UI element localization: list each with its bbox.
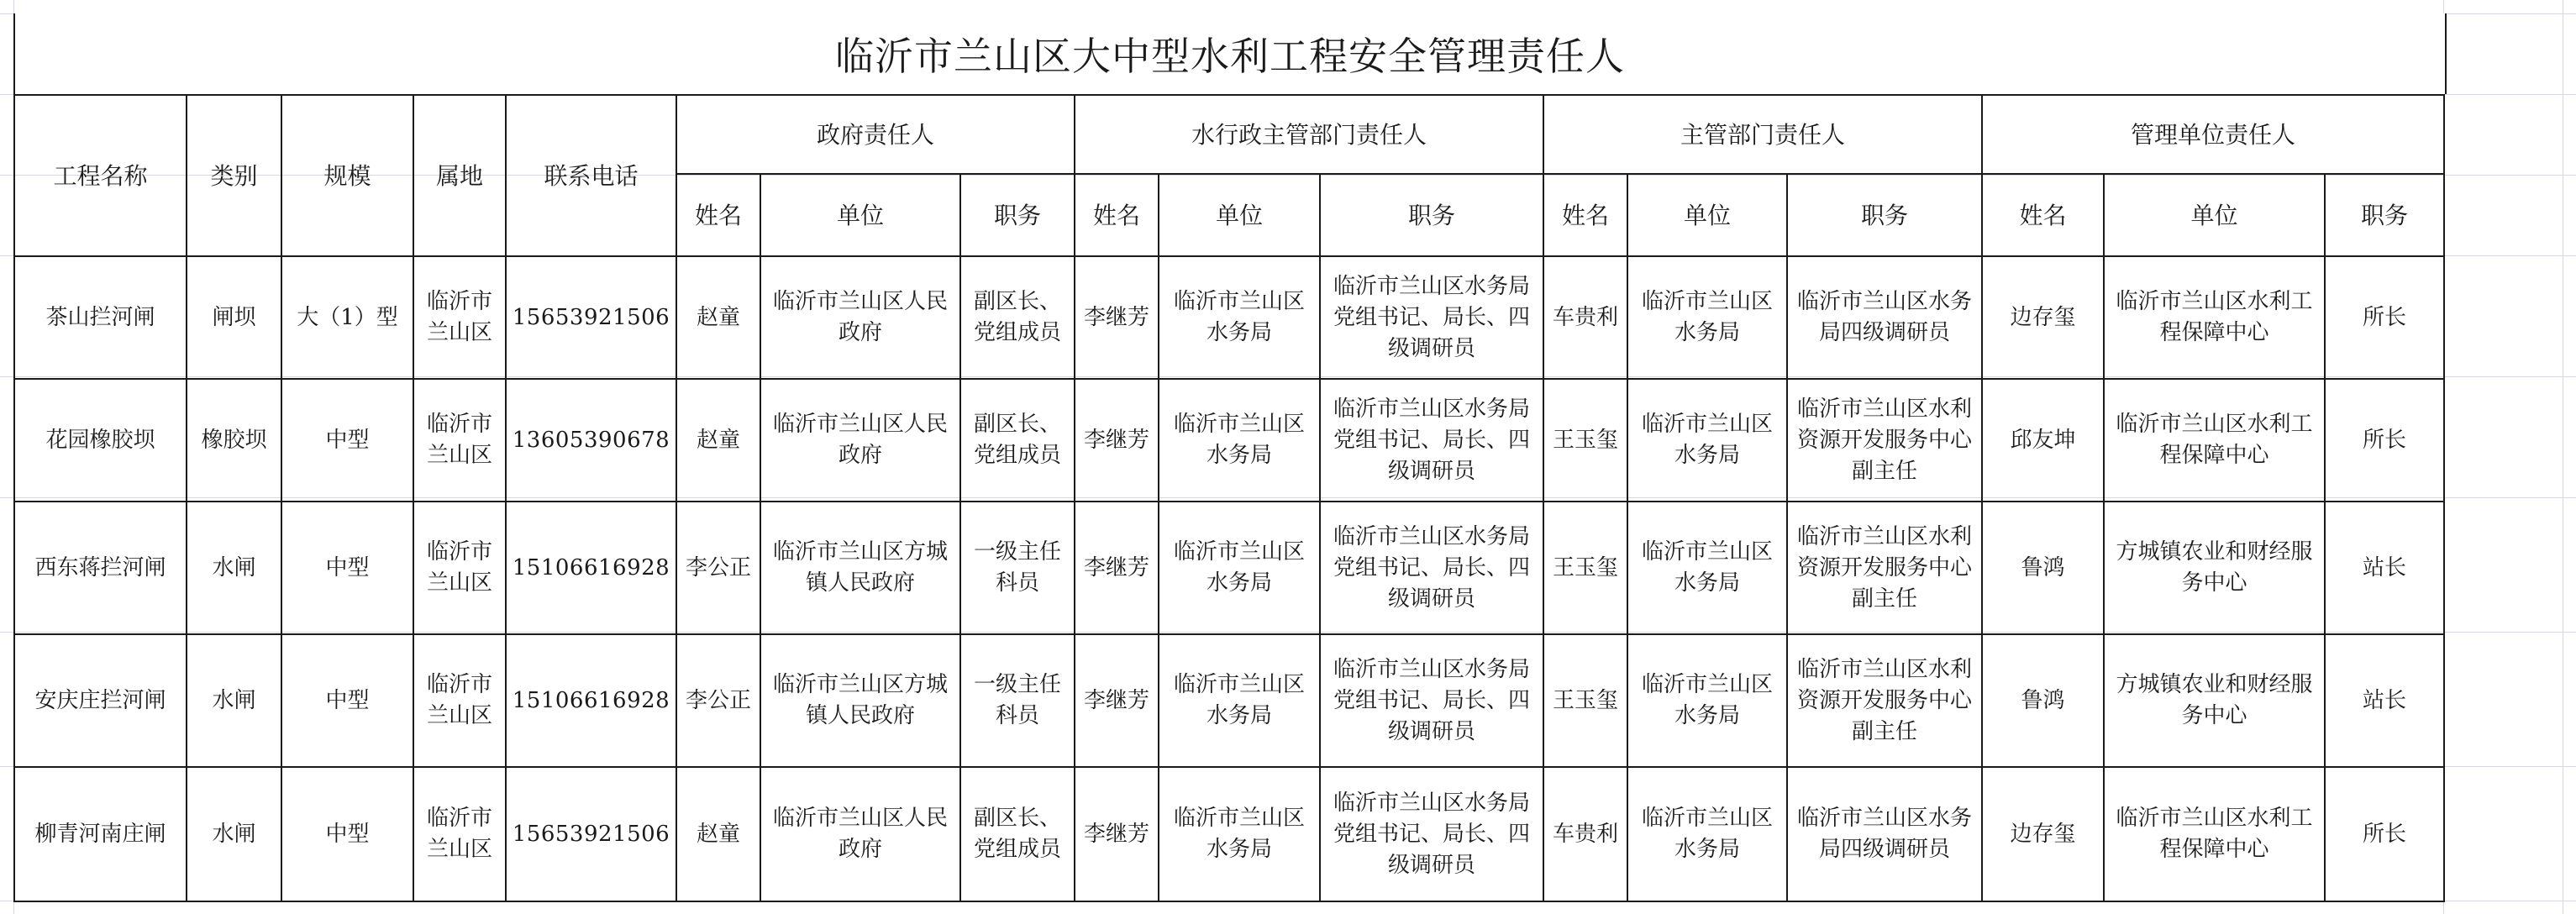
cell-dept-unit[interactable]: 临沂市兰山区水务局 — [1627, 502, 1787, 634]
cell-water-unit[interactable]: 临沂市兰山区水务局 — [1159, 767, 1320, 901]
header-sub-title[interactable]: 职务 — [2325, 174, 2444, 256]
cell-project[interactable]: 西东蒋拦河闸 — [14, 502, 187, 634]
cell-gov-title[interactable]: 副区长、党组成员 — [960, 379, 1075, 502]
header-sub-unit[interactable]: 单位 — [760, 174, 960, 256]
header-sub-title[interactable]: 职务 — [1320, 174, 1543, 256]
header-sub-title[interactable]: 职务 — [1787, 174, 1982, 256]
cell-location[interactable]: 临沂市兰山区 — [413, 634, 506, 767]
cell-scale[interactable]: 中型 — [281, 634, 413, 767]
cell-scale[interactable]: 中型 — [281, 502, 413, 634]
cell-mgmt-name[interactable]: 边存玺 — [1982, 767, 2104, 901]
cell-project[interactable]: 花园橡胶坝 — [14, 379, 187, 502]
table-row — [14, 502, 2444, 634]
cell-gov-name[interactable]: 赵童 — [676, 379, 760, 502]
cell-category[interactable]: 水闸 — [187, 634, 281, 767]
cell-location[interactable]: 临沂市兰山区 — [413, 502, 506, 634]
header-sub-name[interactable]: 姓名 — [1075, 174, 1159, 256]
cell-water-title[interactable]: 临沂市兰山区水务局党组书记、局长、四级调研员 — [1320, 767, 1543, 901]
cell-water-title[interactable]: 临沂市兰山区水务局党组书记、局长、四级调研员 — [1320, 256, 1543, 379]
cell-phone[interactable]: 13605390678 — [506, 379, 676, 502]
table-row — [14, 634, 2444, 767]
cell-dept-name[interactable]: 王玉玺 — [1543, 634, 1627, 767]
cell-mgmt-unit[interactable]: 临沂市兰山区水利工程保障中心 — [2104, 256, 2325, 379]
cell-dept-title[interactable]: 临沂市兰山区水务局四级调研员 — [1787, 767, 1982, 901]
cell-water-unit[interactable]: 临沂市兰山区水务局 — [1159, 502, 1320, 634]
header-location[interactable]: 属地 — [413, 95, 506, 256]
cell-water-name[interactable]: 李继芳 — [1075, 502, 1159, 634]
header-sub-unit[interactable]: 单位 — [2104, 174, 2325, 256]
cell-dept-name[interactable]: 车贵利 — [1543, 256, 1627, 379]
cell-gov-name[interactable]: 李公正 — [676, 634, 760, 767]
cell-mgmt-title[interactable]: 站长 — [2325, 502, 2444, 634]
cell-mgmt-name[interactable]: 鲁鸿 — [1982, 502, 2104, 634]
header-group-competent-dept[interactable]: 主管部门责任人 — [1543, 95, 1982, 174]
cell-water-unit[interactable]: 临沂市兰山区水务局 — [1159, 256, 1320, 379]
cell-gov-unit[interactable]: 临沂市兰山区人民政府 — [760, 767, 960, 901]
header-sub-unit[interactable]: 单位 — [1627, 174, 1787, 256]
cell-dept-title[interactable]: 临沂市兰山区水利资源开发服务中心副主任 — [1787, 502, 1982, 634]
header-phone[interactable]: 联系电话 — [506, 95, 676, 256]
cell-dept-title[interactable]: 临沂市兰山区水务局四级调研员 — [1787, 256, 1982, 379]
table-row — [14, 379, 2444, 502]
cell-scale[interactable]: 大（1）型 — [281, 256, 413, 379]
cell-dept-title[interactable]: 临沂市兰山区水利资源开发服务中心副主任 — [1787, 634, 1982, 767]
cell-water-unit[interactable]: 临沂市兰山区水务局 — [1159, 379, 1320, 502]
header-group-water-admin[interactable]: 水行政主管部门责任人 — [1075, 95, 1543, 174]
cell-dept-name[interactable]: 王玉玺 — [1543, 502, 1627, 634]
cell-phone[interactable]: 15106616928 — [506, 634, 676, 767]
cell-project[interactable]: 茶山拦河闸 — [14, 256, 187, 379]
cell-mgmt-title[interactable]: 站长 — [2325, 634, 2444, 767]
cell-location[interactable]: 临沂市兰山区 — [413, 379, 506, 502]
cell-dept-unit[interactable]: 临沂市兰山区水务局 — [1627, 634, 1787, 767]
cell-project[interactable]: 柳青河南庄闸 — [14, 767, 187, 901]
table-row — [14, 767, 2444, 901]
header-sub-name[interactable]: 姓名 — [1982, 174, 2104, 256]
cell-phone[interactable]: 15653921506 — [506, 256, 676, 379]
cell-gov-name[interactable]: 李公正 — [676, 502, 760, 634]
cell-scale[interactable]: 中型 — [281, 379, 413, 502]
cell-category[interactable]: 水闸 — [187, 767, 281, 901]
header-project-name[interactable]: 工程名称 — [14, 95, 187, 256]
cell-mgmt-name[interactable]: 鲁鸿 — [1982, 634, 2104, 767]
cell-gov-name[interactable]: 赵童 — [676, 767, 760, 901]
cell-category[interactable]: 水闸 — [187, 502, 281, 634]
cell-dept-name[interactable]: 王玉玺 — [1543, 379, 1627, 502]
cell-gov-unit[interactable]: 临沂市兰山区人民政府 — [760, 379, 960, 502]
cell-dept-unit[interactable]: 临沂市兰山区水务局 — [1627, 379, 1787, 502]
cell-mgmt-title[interactable]: 所长 — [2325, 256, 2444, 379]
cell-project[interactable]: 安庆庄拦河闸 — [14, 634, 187, 767]
header-scale[interactable]: 规模 — [281, 95, 413, 256]
cell-gov-title[interactable]: 一级主任科员 — [960, 634, 1075, 767]
cell-gov-unit[interactable]: 临沂市兰山区方城镇人民政府 — [760, 634, 960, 767]
cell-mgmt-unit[interactable]: 临沂市兰山区水利工程保障中心 — [2104, 379, 2325, 502]
cell-mgmt-unit[interactable]: 方城镇农业和财经服务中心 — [2104, 502, 2325, 634]
header-sub-unit[interactable]: 单位 — [1159, 174, 1320, 256]
cell-dept-name[interactable]: 车贵利 — [1543, 767, 1627, 901]
cell-mgmt-unit[interactable]: 临沂市兰山区水利工程保障中心 — [2104, 767, 2325, 901]
cell-dept-title[interactable]: 临沂市兰山区水利资源开发服务中心副主任 — [1787, 379, 1982, 502]
cell-water-title[interactable]: 临沂市兰山区水务局党组书记、局长、四级调研员 — [1320, 379, 1543, 502]
cell-water-name[interactable]: 李继芳 — [1075, 634, 1159, 767]
sheet-title[interactable]: 临沂市兰山区大中型水利工程安全管理责任人 — [13, 13, 2447, 94]
cell-mgmt-name[interactable]: 边存玺 — [1982, 256, 2104, 379]
cell-location[interactable]: 临沂市兰山区 — [413, 767, 506, 901]
header-sub-name[interactable]: 姓名 — [1543, 174, 1627, 256]
cell-water-name[interactable]: 李继芳 — [1075, 767, 1159, 901]
cell-gov-name[interactable]: 赵童 — [676, 256, 760, 379]
header-sub-name[interactable]: 姓名 — [676, 174, 760, 256]
cell-water-name[interactable]: 李继芳 — [1075, 379, 1159, 502]
cell-gov-unit[interactable]: 临沂市兰山区人民政府 — [760, 256, 960, 379]
cell-water-title[interactable]: 临沂市兰山区水务局党组书记、局长、四级调研员 — [1320, 502, 1543, 634]
header-group-management-unit[interactable]: 管理单位责任人 — [1982, 95, 2444, 174]
cell-category[interactable]: 橡胶坝 — [187, 379, 281, 502]
cell-mgmt-title[interactable]: 所长 — [2325, 767, 2444, 901]
cell-category[interactable]: 闸坝 — [187, 256, 281, 379]
cell-water-name[interactable]: 李继芳 — [1075, 256, 1159, 379]
header-category[interactable]: 类别 — [187, 95, 281, 256]
cell-gov-title[interactable]: 副区长、党组成员 — [960, 256, 1075, 379]
cell-mgmt-title[interactable]: 所长 — [2325, 379, 2444, 502]
responsibility-table — [13, 94, 2445, 902]
cell-gov-title[interactable]: 一级主任科员 — [960, 502, 1075, 634]
cell-gov-unit[interactable]: 临沂市兰山区方城镇人民政府 — [760, 502, 960, 634]
cell-scale[interactable]: 中型 — [281, 767, 413, 901]
cell-dept-unit[interactable]: 临沂市兰山区水务局 — [1627, 767, 1787, 901]
cell-gov-title[interactable]: 副区长、党组成员 — [960, 767, 1075, 901]
cell-water-unit[interactable]: 临沂市兰山区水务局 — [1159, 634, 1320, 767]
cell-mgmt-unit[interactable]: 方城镇农业和财经服务中心 — [2104, 634, 2325, 767]
cell-phone[interactable]: 15106616928 — [506, 502, 676, 634]
header-group-government[interactable]: 政府责任人 — [676, 95, 1075, 174]
table-row — [14, 256, 2444, 379]
header-sub-title[interactable]: 职务 — [960, 174, 1075, 256]
cell-mgmt-name[interactable]: 邱友坤 — [1982, 379, 2104, 502]
cell-water-title[interactable]: 临沂市兰山区水务局党组书记、局长、四级调研员 — [1320, 634, 1543, 767]
cell-location[interactable]: 临沂市兰山区 — [413, 256, 506, 379]
cell-dept-unit[interactable]: 临沂市兰山区水务局 — [1627, 256, 1787, 379]
cell-phone[interactable]: 15653921506 — [506, 767, 676, 901]
